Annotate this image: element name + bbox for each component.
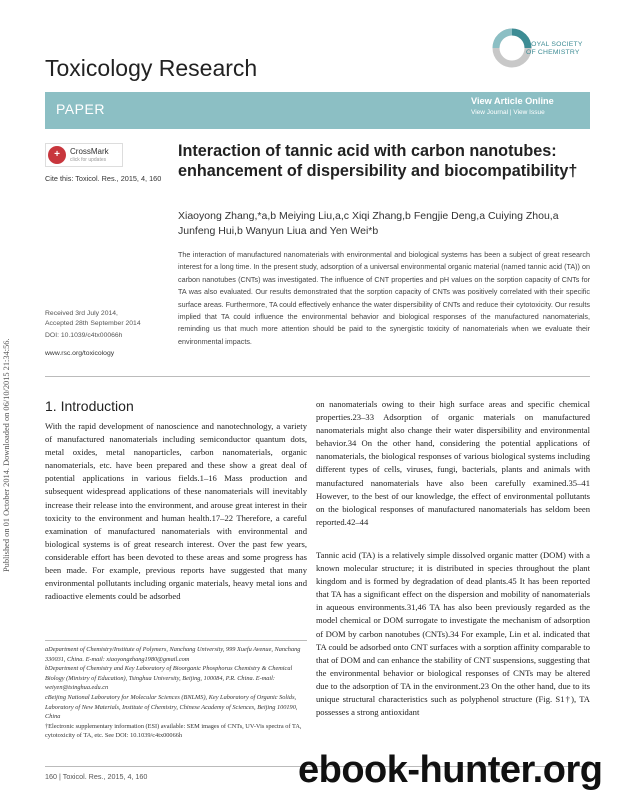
received-date: Received 3rd July 2014, — [45, 310, 118, 317]
journal-url[interactable]: www.rsc.org/toxicology — [45, 350, 115, 357]
body-column-1: With the rapid development of nanoscience and nanotechnology, a variety of manufactured nanomaterials including semiconductor quantum dots, metal oxides, metal nanoparticles, carbon nanomaterials, organic nanomaterials, etc. have been prepared and these show a great deal of potential applications in various fields.1–16 Mass production and subsequent widespread applications of these nanomaterials will inevitably increase their release into the environment, and arouse great interest in their toxicity to the environment and human health.17–22 Therefore, a careful examination of manufactured nanomaterials with environmental and biological systems is of great research interest. Over the past few years, considerable effort has been devoted to these areas and some progress has been made. For example, previous reports have suggested that many environmental pollutants including organic materials, heavy metal ions and radioactive elements could be adsorbed — [45, 421, 307, 602]
publisher-line-1: ROYAL SOCIETY — [526, 41, 583, 48]
abstract: The interaction of manufactured nanomaterials with environmental and biological systems has been a subject of great research interest for a long time. In the present study, adsorption of a universal environmental organic material (named tannic acid (TA)) on carbon nanotubes (CNTs) was investigated. The influence of CNT properties and pH values on the sorption capacity of CNTs for TA was also evaluated. Our results demonstrated that the sorption capacity of CNTs was positively correlated with their specific surface areas. Furthermore, TA could effectively enhance the water dispersibility of CNTs and reduce their cytotoxicity. Our results implied that TA could influence the environmental behavior and biological responses of the manufactured nanomaterials, reminding us that much more attention should be paid to the synergistic toxicity of nanomaterials when we evaluate their environmental impacts. — [178, 250, 590, 346]
article-title: Interaction of tannic acid with carbon nanotubes: enhancement of dispersibility and biocompatibility† — [178, 142, 578, 180]
journal-title[interactable]: Toxicology Research — [45, 55, 258, 81]
crossmark-button[interactable]: + CrossMark click for updates — [45, 143, 123, 167]
footnote-c: cBeijing National Laboratory for Molecular Sciences (BNLMS), Key Laboratory of Organic Solids, Laboratory of New Materials, Institute of Chemistry, Chinese Academy of Sciences, Beijing 100190, China — [45, 693, 298, 721]
section-heading: 1. Introduction — [45, 398, 134, 414]
crossmark-sub: click for updates — [70, 157, 107, 163]
divider — [45, 376, 590, 377]
watermark: ebook-hunter.org — [298, 749, 603, 791]
footnote-divider — [45, 640, 307, 641]
received-dates — [45, 309, 141, 330]
cite-this: Cite this: Toxicol. Res., 2015, 4, 160 — [45, 174, 162, 183]
publisher-line-2: OF CHEMISTRY — [526, 49, 580, 56]
page-footer: 160 | Toxicol. Res., 2015, 4, 160 — [45, 772, 148, 781]
body-column-2-bottom: Tannic acid (TA) is a relatively simple dissolved organic matter (DOM) with a known molecular structure; it is distributed in species throughout the plant kingdom and is formed by degradation of dead plants.45 It has been reported that TA has a significant effect on the dispersion and mobility of nanomaterials in aqueous environments.31,46 TA has also been previously regarded as the model chemical or DOM surrogate to investigate the mechanism of adsorption of DOM by carbon nanotubes (CNTs).34 For example, Lin et al. indicated that TA could be adsorbed onto CNT surfaces with a sorption affinity comparable to that of DOM and can enhance the stability of CNT suspensions, suggesting that the environmental behavior or biological responses of CNTs may be altered due to the adsorption of TA in the environment.23 On the other hand, due to its unique structural characteristics such as polyphenol structure (Fig. S1†), TA possesses a strong antioxidant — [316, 550, 590, 718]
footnotes — [45, 645, 307, 741]
footnote-esi: †Electronic supplementary information (ESI) available: SEM images of CNTs, UV-Vis spectra of TA, cytotoxicity of TA, etc. See DOI: 10.1039/c4tx00066h — [45, 722, 302, 740]
publisher-name — [526, 41, 583, 57]
footnote-a: aDepartment of Chemistry/Institute of Polymers, Nanchang University, 999 Xuefu Avenue, Nanchang 330031, China. E-mail: xiaoyongzhang1980@gmail.com — [45, 646, 301, 663]
view-article-online-link[interactable]: View Article Online — [471, 96, 554, 106]
article-type-label: PAPER — [56, 101, 105, 117]
doi[interactable]: DOI: 10.1039/c4tx00066h — [45, 332, 123, 339]
journal-issue-links[interactable]: View Journal | View Issue — [471, 109, 545, 116]
crossmark-label: CrossMark — [70, 147, 109, 156]
body-column-2-top: on nanomaterials owing to their high surface areas and specific chemical properties.23–33 Adsorption of organic materials on manufactured nanomaterials might also change their water dispersibility and environmental behavior.34 On the other hand, considering the potential applications of nanomaterials, the biological responses of various biological systems including different types of cells, viruses, fungi, bacterials, plants and animals with manufactured nanomaterials have also been carefully examined.35–41 However, to the best of our knowledge, the effect of environmental pollutants on the biological responses of manufactured nanomaterials has seldom been reported.42–44 — [316, 399, 590, 527]
footnote-b: bDepartment of Chemistry and Key Laboratory of Bioorganic Phosphorus Chemistry & Chemical Biology (Ministry of Education), Tsinghua University, Beijing, 100084, P.R. China. E-mail: weiyen@tsinghua.edu.cn — [45, 665, 293, 692]
author-list: Xiaoyong Zhang,*a,b Meiying Liu,a,c Xiqi Zhang,b Fengjie Deng,a Cuiying Zhou,a Junfeng Hui,b Wanyun Liua and Yen Wei*b — [178, 210, 559, 237]
accepted-date: Accepted 28th September 2014 — [45, 320, 141, 328]
publication-side-note: Published on 01 October 2014. Downloaded on 06/10/2015 21:34:56. — [2, 338, 11, 572]
